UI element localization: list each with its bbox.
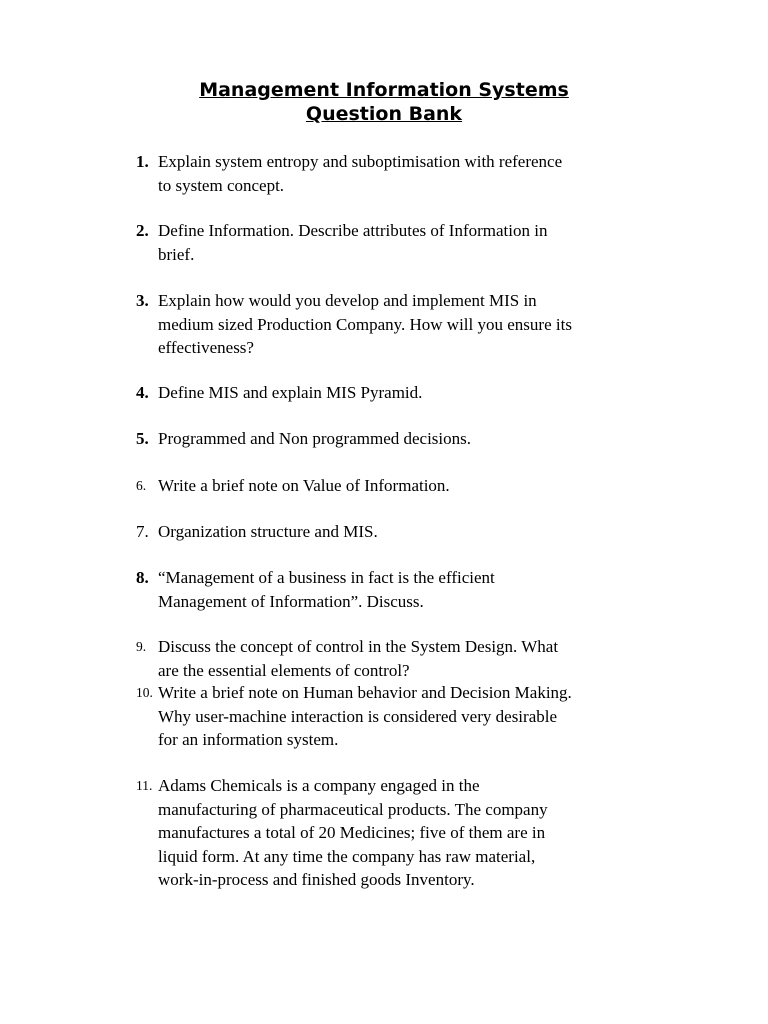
question-number: 2. [136, 221, 149, 240]
question-line: are the essential elements of control? [158, 660, 410, 680]
question-text [158, 289, 658, 360]
question-number: 6. [136, 478, 147, 493]
question-text [158, 774, 658, 892]
question-number: 1. [136, 152, 149, 171]
question-line: medium sized Production Company. How will you ensure its [158, 314, 572, 334]
question-line: Write a brief note on Value of Information. [158, 476, 450, 495]
question-line: liquid form. At any time the company has raw material, [158, 846, 536, 866]
question-text [158, 635, 658, 682]
question-line: Adams Chemicals is a company engaged in the [158, 776, 480, 795]
question-line: Management of Information”. Discuss. [158, 591, 424, 611]
question-line: work-in-process and finished goods Inventory. [158, 870, 475, 889]
document-subtitle: Question Bank [305, 103, 463, 125]
question-text [158, 474, 658, 498]
question-line: Organization structure and MIS. [158, 522, 378, 541]
question-text [158, 150, 658, 197]
question-line: to system concept. [158, 175, 285, 195]
question-number: 10. [136, 685, 153, 700]
question-text [158, 219, 658, 266]
question-line: Explain how would you develop and implement MIS in [158, 291, 537, 310]
question-line: for an information system. [158, 730, 339, 749]
question-line: “Management of a business in fact is the efficient [158, 568, 495, 587]
question-line: Define Information. Describe attributes of Information in [158, 221, 548, 240]
question-line: Explain system entropy and suboptimisation with reference [158, 152, 563, 171]
question-line: Discuss the concept of control in the System Design. What [158, 637, 559, 656]
question-number: 8. [136, 568, 149, 587]
question-line: Write a brief note on Human behavior and Decision Making. [158, 683, 572, 702]
question-number: 9. [136, 639, 147, 654]
question-line: effectiveness? [158, 338, 254, 357]
question-number: 4. [136, 383, 149, 402]
question-text [158, 381, 658, 405]
question-line: Programmed and Non programmed decisions. [158, 429, 472, 448]
question-line: Define MIS and explain MIS Pyramid. [158, 383, 423, 402]
question-text [158, 427, 658, 451]
document-title: Management Information Systems [199, 79, 569, 101]
question-text [158, 520, 658, 544]
question-number: 5. [136, 429, 149, 448]
question-number: 11. [136, 778, 153, 793]
question-line: brief. [158, 244, 195, 264]
question-line: manufacturing of pharmaceutical products. The company [158, 799, 548, 819]
question-number: 3. [136, 291, 149, 310]
question-line: Why user-machine interaction is considered very desirable [158, 706, 558, 726]
question-number: 7. [136, 522, 149, 541]
question-text [158, 566, 658, 613]
question-line: manufactures a total of 20 Medicines; five of them are in [158, 823, 546, 842]
question-text [158, 681, 658, 752]
